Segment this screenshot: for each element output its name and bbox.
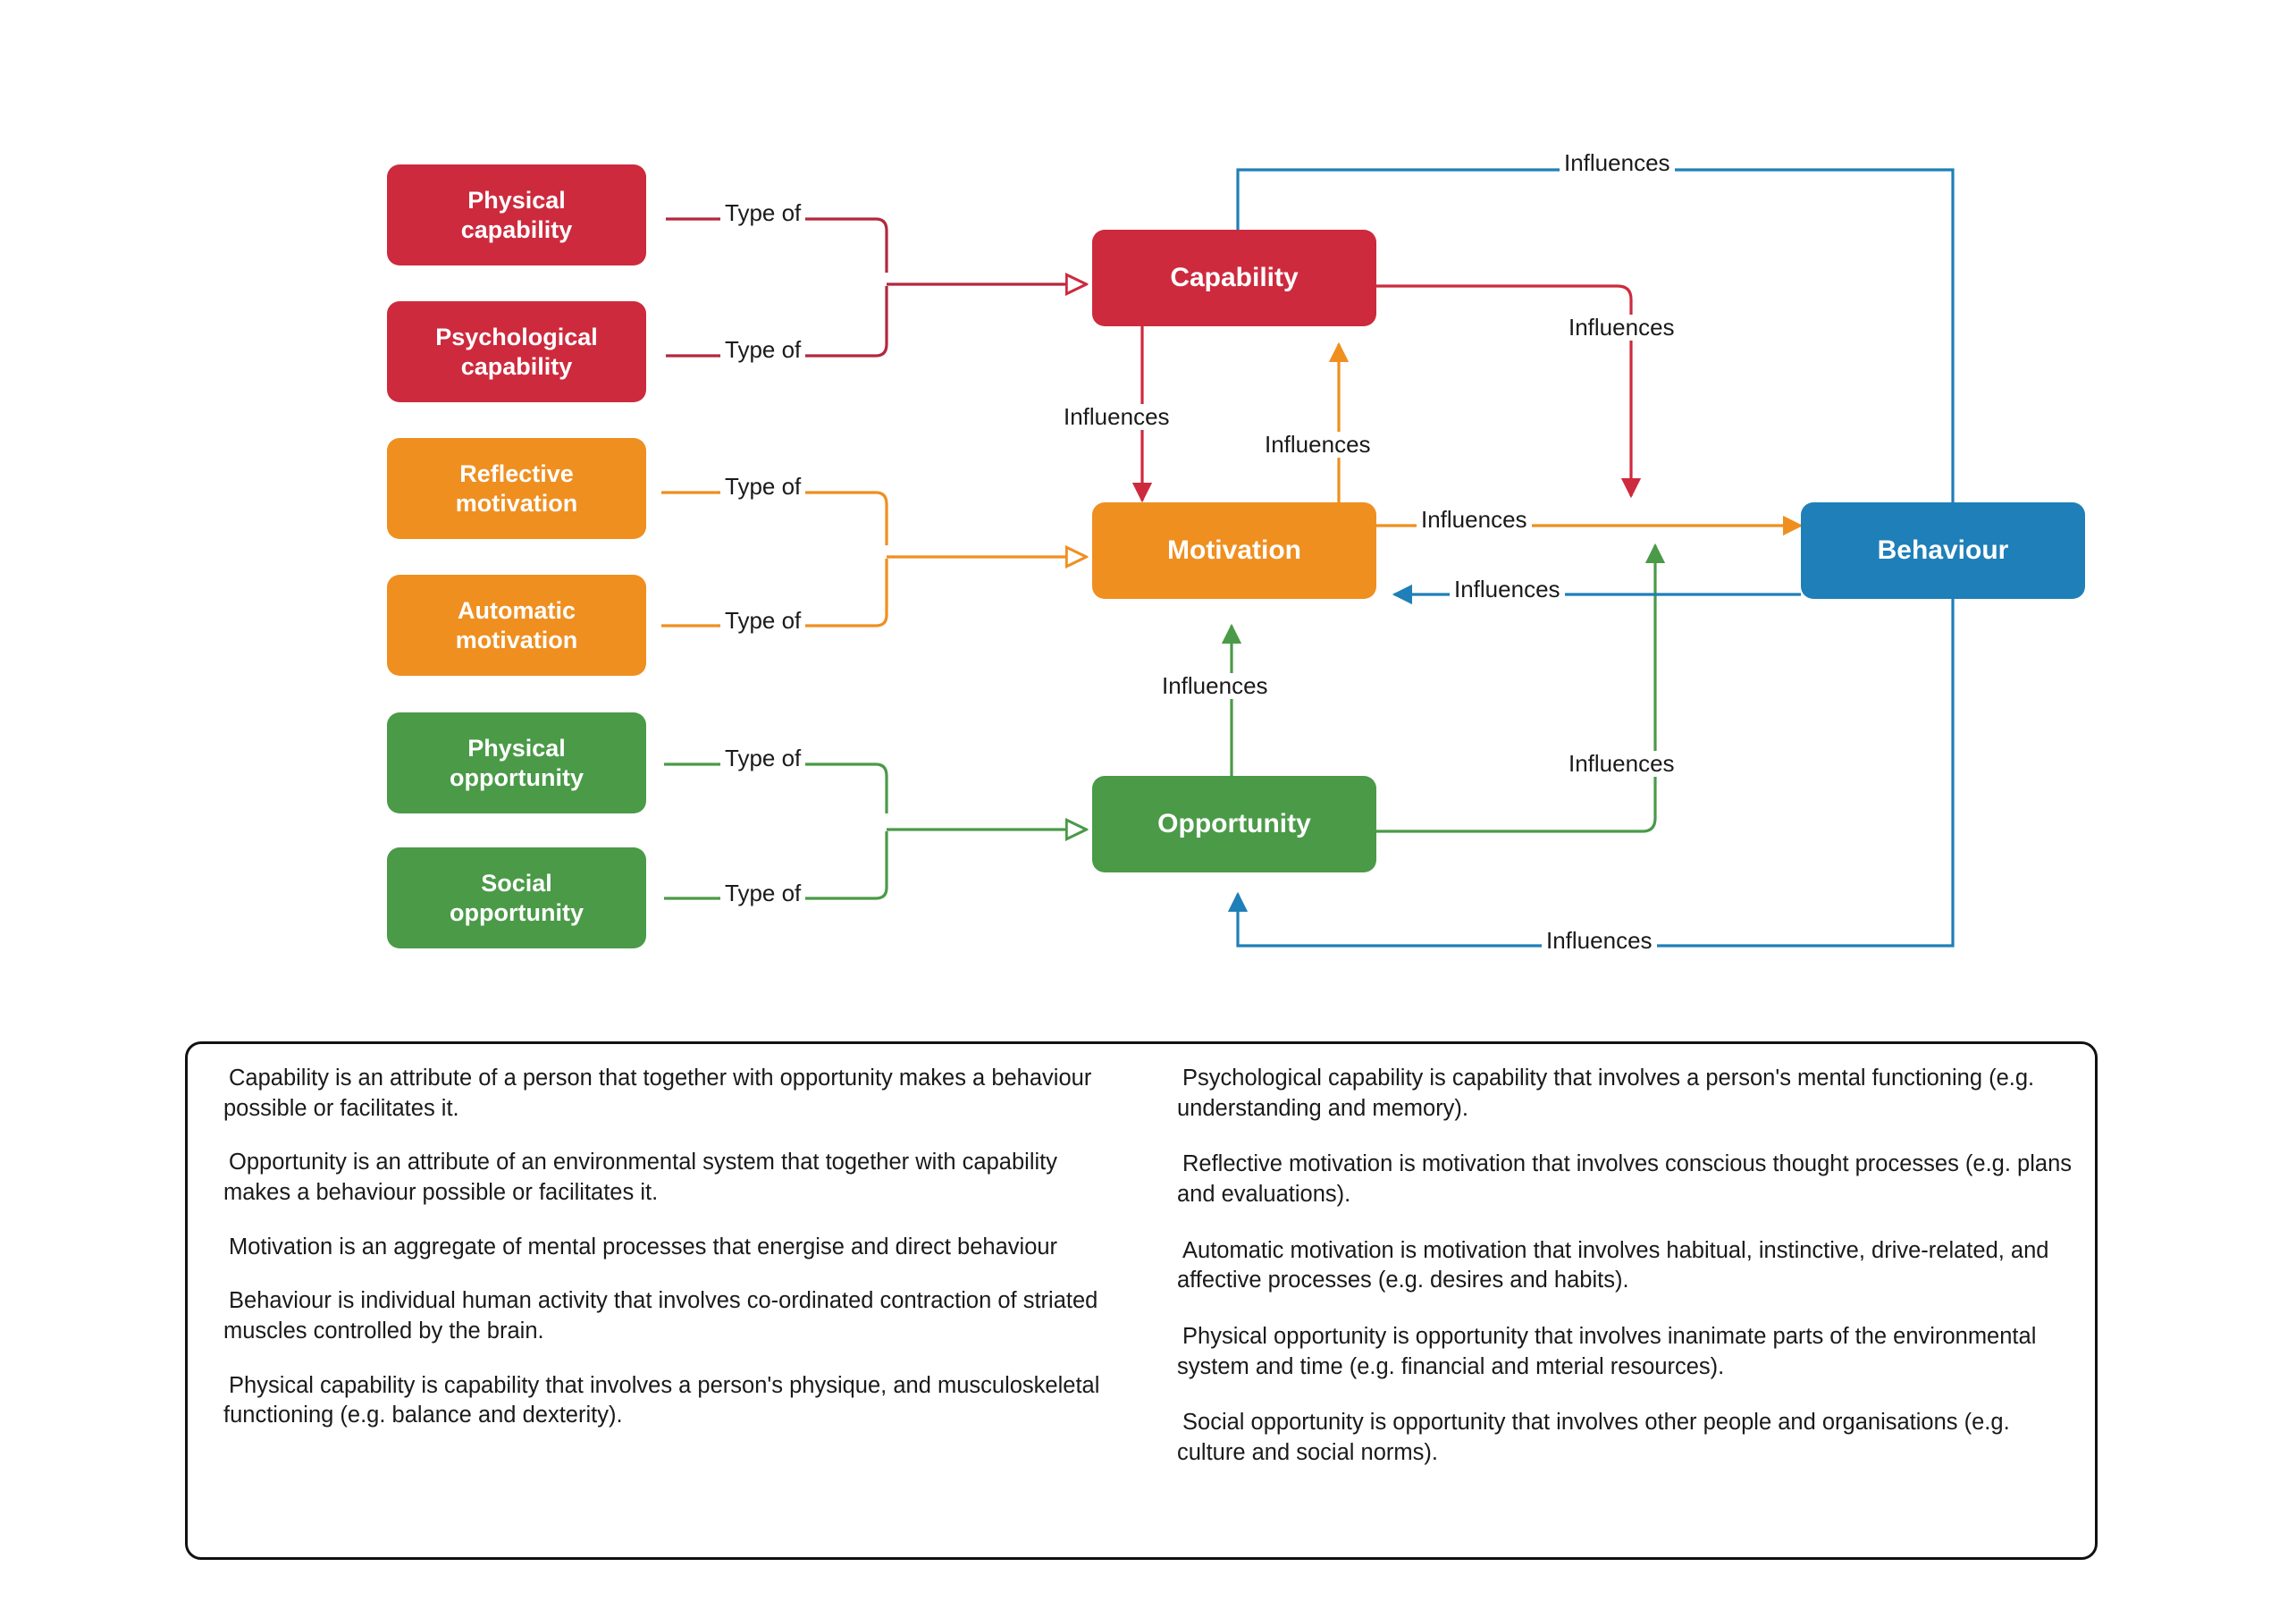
node-label-line2: motivation [455,489,578,517]
legend-item: Behaviour is individual human activity that involves co-ordinated contraction of striated muscles controlled by the brain. [223,1288,1098,1344]
edge-label-type-of-social-opportunity: Type of [720,880,805,906]
node-label-line1: Physical [467,186,566,214]
legend-item: Psychological capability is capability that involves a person's mental functioning (e.g. understanding and memory). [1177,1066,2035,1121]
node-social-opportunity[interactable] [387,847,646,948]
legend-item: Motivation is an aggregate of mental processes that energise and direct behaviour [229,1234,1058,1259]
node-behaviour[interactable] [1801,502,2085,599]
edge-label-type-of-automatic-motivation: Type of [720,608,805,634]
node-label-line2: capability [460,352,573,380]
node-label-line2: capability [460,215,573,243]
edge-label-motivation-to-behaviour: Influences [1417,507,1532,533]
node-motivation[interactable] [1092,502,1376,599]
node-label: Capability [1170,262,1299,292]
node-label-line2: motivation [455,626,578,653]
edge-label-type-of-psychological-capability: Type of [720,337,805,363]
legend-column-left [211,1064,1141,1541]
node-label-line2: opportunity [450,898,584,926]
edge-label-opportunity-to-motivation: Influences [1157,673,1273,699]
node-psychological-capability[interactable] [387,301,646,402]
legend-item: Physical capability is capability that involves a person's physique, and musculoskeletal functioning (e.g. balance and dexterity). [223,1372,1100,1428]
edge-label-capability-to-motivation: Influences [1059,404,1174,430]
edge-label-type-of-physical-opportunity: Type of [720,746,805,771]
node-label-line1: Psychological [435,323,598,350]
legend-item: Opportunity is an attribute of an environmental system that together with capability makes a behaviour possible or facilitates it. [223,1150,1057,1205]
node-opportunity[interactable] [1092,776,1376,872]
node-label: Motivation [1167,535,1301,565]
node-label: Opportunity [1157,808,1311,838]
edge-label-motivation-to-capability: Influences [1260,432,1375,458]
node-label: Behaviour [1877,535,2009,565]
edge-label-behaviour-to-opportunity: Influences [1542,928,1657,954]
edge-label-behaviour-to-motivation: Influences [1450,577,1565,602]
node-label-line2: opportunity [450,763,584,791]
node-capability[interactable] [1092,230,1376,326]
legend-column-right [1141,1064,2072,1541]
node-label-line1: Physical [467,734,566,762]
edge-label-behaviour-to-capability: Influences [1560,150,1675,176]
node-label-line1: Reflective [459,459,574,487]
definitions-legend [185,1041,2098,1560]
node-label-line1: Automatic [457,596,576,624]
node-reflective-motivation[interactable] [387,438,646,539]
legend-item: Reflective motivation is motivation that involves conscious thought processes (e.g. plans and evaluations). [1177,1151,2072,1207]
legend-item: Social opportunity is opportunity that involves other people and organisations (e.g. culture and social norms). [1177,1410,2010,1465]
node-physical-capability[interactable] [387,164,646,265]
node-label-line1: Social [481,869,552,897]
edge-label-capability-to-behaviour: Influences [1564,315,1679,341]
edge-label-type-of-physical-capability: Type of [720,200,805,226]
edge-label-type-of-reflective-motivation: Type of [720,474,805,500]
legend-item: Automatic motivation is motivation that involves habitual, instinctive, drive-related, and affective processes (e.g. desires and habits). [1177,1237,2049,1293]
node-automatic-motivation[interactable] [387,575,646,676]
edge-label-opportunity-to-behaviour: Influences [1564,751,1679,777]
legend-item: Physical opportunity is opportunity that involves inanimate parts of the environmental system and time (e.g. financial and mterial resources). [1177,1323,2037,1379]
legend-item: Capability is an attribute of a person that together with opportunity makes a behaviour possible or facilitates it. [223,1066,1092,1121]
node-physical-opportunity[interactable] [387,712,646,813]
